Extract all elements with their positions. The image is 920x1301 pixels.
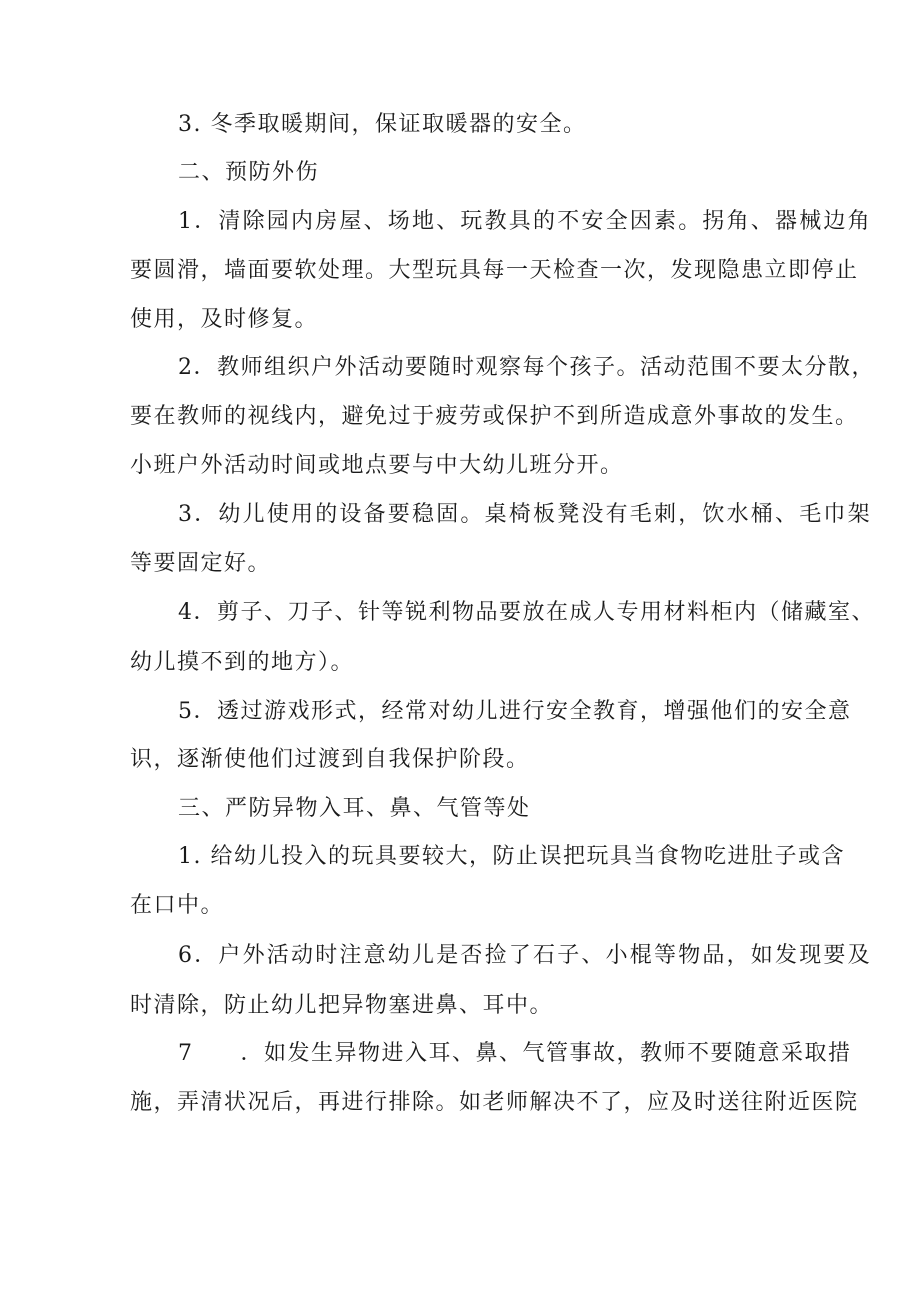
paragraph-line: 1. 给幼儿投入的玩具要较大，防止误把玩具当食物吃进肚子或含 bbox=[178, 844, 845, 869]
section-heading: 三、严防异物入耳、鼻、气管等处 bbox=[178, 796, 531, 821]
paragraph-line: 3. 冬季取暖期间，保证取暖器的安全。 bbox=[178, 112, 587, 137]
paragraph-line: 使用，及时修复。 bbox=[130, 307, 319, 332]
paragraph-line: 7 ．如发生异物进入耳、鼻、气管事故，教师不要随意采取措 bbox=[178, 1041, 852, 1066]
paragraph-line: 时清除，防止幼儿把异物塞进鼻、耳中。 bbox=[130, 993, 554, 1018]
paragraph-line: 6．户外活动时注意幼儿是否捡了石子、小棍等物品，如发现要及 bbox=[178, 943, 872, 968]
paragraph-line: 5．透过游戏形式，经常对幼儿进行安全教育，增强他们的安全意 bbox=[178, 699, 852, 724]
paragraph-line: 在口中。 bbox=[130, 893, 225, 918]
paragraph-line: 小班户外活动时间或地点要与中大幼儿班分开。 bbox=[130, 453, 624, 478]
paragraph-line: 2．教师组织户外活动要随时观察每个孩子。活动范围不要太分散， bbox=[178, 355, 875, 380]
paragraph-line: 施，弄清状况后，再进行排除。如老师解决不了，应及时送往附近医院 bbox=[130, 1090, 859, 1115]
paragraph-line: 要在教师的视线内，避免过于疲劳或保护不到所造成意外事故的发生。 bbox=[130, 404, 859, 429]
paragraph-line: 要圆滑，墙面要软处理。大型玩具每一天检查一次，发现隐患立即停止 bbox=[130, 258, 859, 283]
section-heading: 二、预防外伤 bbox=[178, 160, 320, 185]
paragraph-line: 等要固定好。 bbox=[130, 551, 272, 576]
paragraph-line: 4．剪子、刀子、针等锐利物品要放在成人专用材料柜内（储藏室、 bbox=[178, 600, 875, 625]
paragraph-line: 识，逐渐使他们过渡到自我保护阶段。 bbox=[130, 747, 530, 772]
paragraph-line: 幼儿摸不到的地方）。 bbox=[130, 650, 355, 675]
paragraph-line: 3．幼儿使用的设备要稳固。桌椅板凳没有毛刺，饮水桶、毛巾架 bbox=[178, 502, 872, 527]
paragraph-line: 1．清除园内房屋、场地、玩教具的不安全因素。拐角、器械边角 bbox=[178, 209, 872, 234]
